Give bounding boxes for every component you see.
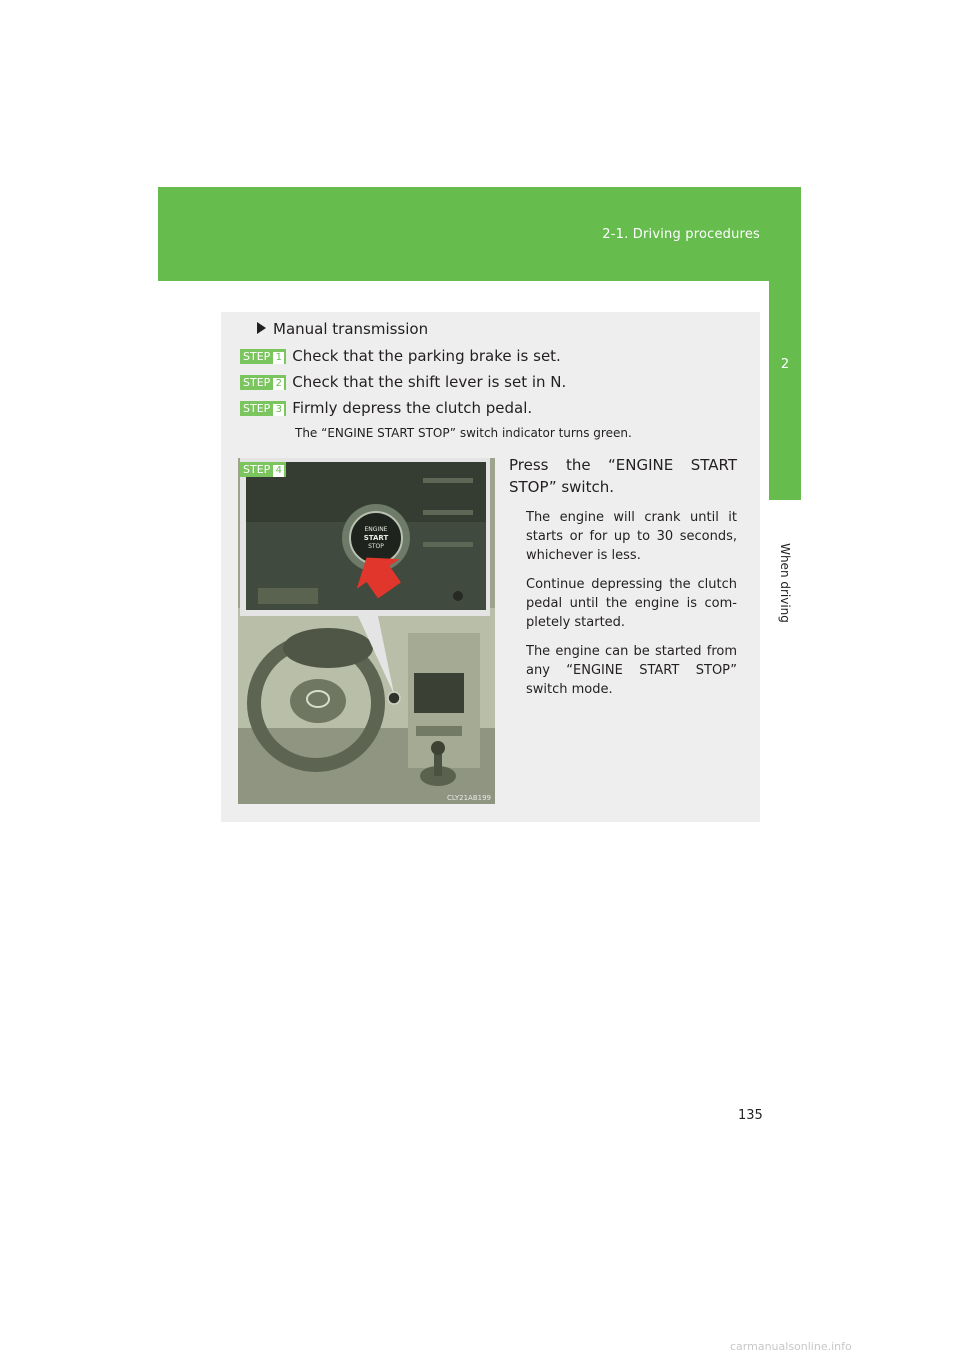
step-badge: STEP 3 [240,401,286,416]
step-badge: STEP 4 [240,462,286,477]
step-3 [240,399,532,417]
chapter-label [771,538,799,628]
page-number: 135 [738,1108,763,1123]
dashboard-drawing [238,458,495,804]
header-band [158,187,801,281]
triangle-bullet-icon [257,322,266,334]
watermark: carmanualsonline.info [730,1340,852,1353]
content-box [221,312,760,822]
chapter-label-text: When driving [778,543,792,623]
button-label-line-2: START [363,534,389,542]
section-heading [257,320,428,338]
engine-start-illustration [238,458,495,804]
step-badge: STEP 1 [240,349,286,364]
step-4-badge [240,460,292,478]
instrument-cluster [283,628,373,668]
image-code: CLY21AB199 [447,794,491,802]
section-title: 2-1. Driving procedures [602,227,760,242]
step-3-note: The “ENGINE START STOP” switch indicator turns green. [295,426,632,440]
vent-slat [423,542,473,547]
lower-switch [258,588,318,604]
vent-slat [423,478,473,483]
gear-knob [431,741,445,755]
step-text: Check that the shift lever is set in N. [292,373,567,391]
step-2 [240,373,566,391]
display-screen [414,673,464,713]
heading-text: Manual transmission [273,320,429,338]
console-controls [416,726,462,736]
step-text: Firmly depress the clutch pedal. [292,399,533,417]
steering-hub [290,679,346,723]
chapter-tab [769,281,801,500]
step-4-note: The engine will crank until it starts or for up to 30 seconds, whichever is less. [526,510,737,563]
button-label-line-1: ENGINE [364,526,388,533]
vent-slat [423,510,473,515]
start-button-small [388,692,400,704]
step-text: Check that the parking brake is set. [292,347,561,365]
step-badge: STEP 2 [240,375,286,390]
step-4-note: The engine can be started from any “ENGINE START STOP” switch mode. [526,644,737,697]
step-4-note: Continue depressing the clutch pedal until the engine is com- pletely started. [526,577,737,630]
knob [453,591,463,601]
step-4-text: Press the “ENGINE START STOP” switch. [509,456,737,496]
button-label-line-3: STOP [368,543,384,550]
chapter-number: 2 [780,357,790,372]
step-1 [240,347,561,365]
